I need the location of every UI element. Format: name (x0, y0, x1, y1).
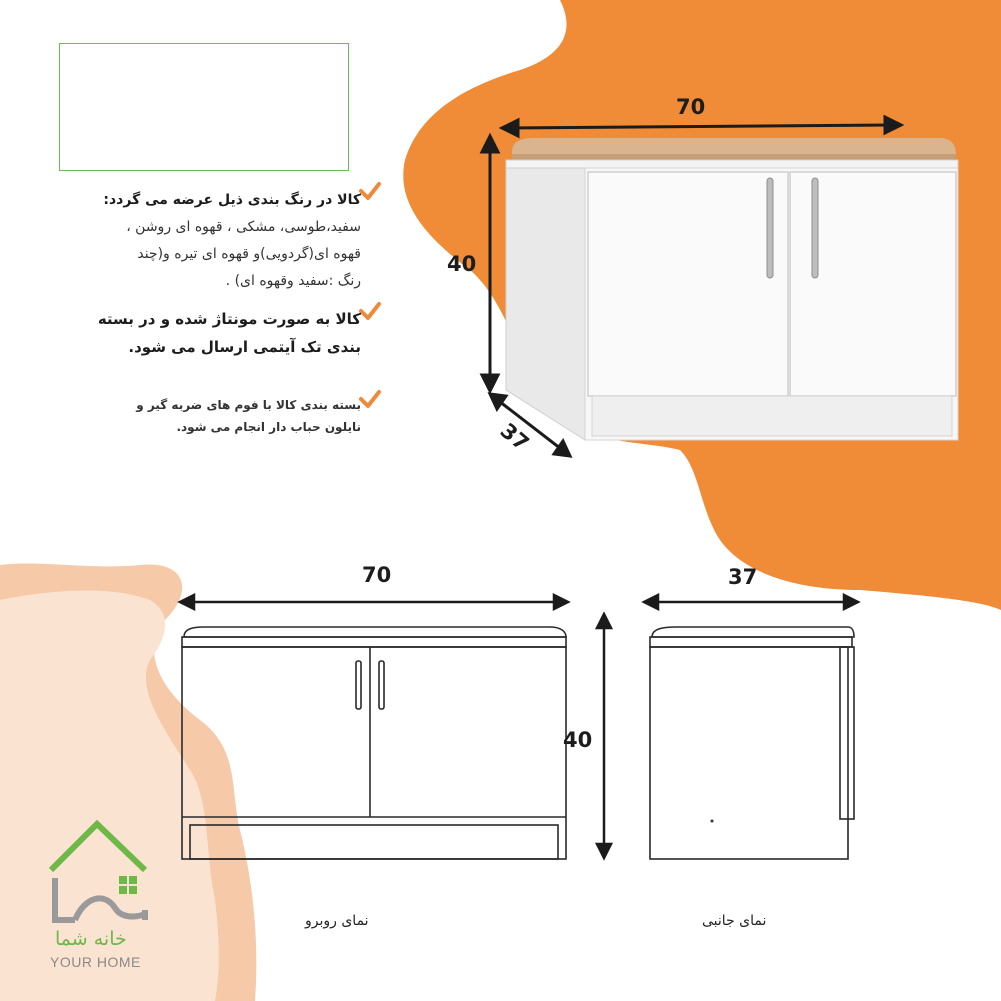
spec-packaging-line: بسته بندی کالا با فوم های ضربه گیر و (136, 398, 361, 412)
spec-colors-line: سفید،طوسی، مشکی ، قهوه ای روشن ، (126, 219, 361, 235)
spec-colors-title: کالا در رنگ بندی ذیل عرضه می گردد: (103, 192, 361, 208)
photo-depth-label: 37 (495, 418, 534, 456)
front-top-board (182, 637, 566, 647)
front-height-arrow (592, 612, 616, 862)
spec-assembly-line: بندی تک آیتمی ارسال می شود. (128, 338, 361, 356)
home-logo-icon (45, 818, 155, 928)
spec-assembly-line: کالا به صورت مونتاژ شده و در بسته (97, 310, 361, 328)
side-panel (650, 647, 848, 859)
photo-width-label: 70 (676, 95, 706, 119)
side-back-edge (840, 647, 854, 819)
front-plinth (190, 825, 558, 859)
front-carcass (182, 647, 566, 859)
check-icon (358, 388, 382, 410)
front-height-label: 40 (563, 728, 593, 752)
check-icon (358, 180, 382, 202)
width-arrow (502, 117, 901, 136)
front-handle-right (379, 661, 384, 709)
cabinet-photo (440, 80, 980, 470)
side-view-caption: نمای جانبی (702, 913, 767, 929)
side-view-drawing (640, 585, 870, 870)
front-view-caption: نمای روبرو (305, 913, 369, 929)
front-view-drawing (170, 585, 610, 870)
spec-item-packaging (136, 394, 361, 438)
spec-item-assembly (98, 305, 361, 361)
height-arrow (482, 136, 498, 391)
logo-name-fa: خانه شما (55, 928, 127, 950)
side-top-board (650, 637, 852, 647)
side-top-cushion (652, 627, 854, 637)
spec-colors-line: قهوه ای(گردویی)و قهوه ای تیره و(چند (137, 246, 361, 262)
logo-name-en: YOUR HOME (50, 954, 141, 970)
side-depth-arrow (644, 595, 858, 609)
front-top-cushion (184, 627, 566, 637)
spec-packaging-line: نایلون حباب دار انجام می شود. (176, 420, 361, 434)
front-width-label: 70 (362, 563, 392, 587)
photo-height-label: 40 (447, 252, 477, 276)
spec-item-colors (103, 187, 361, 295)
check-icon (358, 300, 382, 322)
front-handle-left (356, 661, 361, 709)
empty-frame (59, 43, 349, 171)
front-width-arrow (180, 595, 568, 609)
side-depth-label: 37 (728, 565, 758, 589)
spec-colors-line: رنگ :سفید وقهوه ای) . (225, 273, 361, 289)
